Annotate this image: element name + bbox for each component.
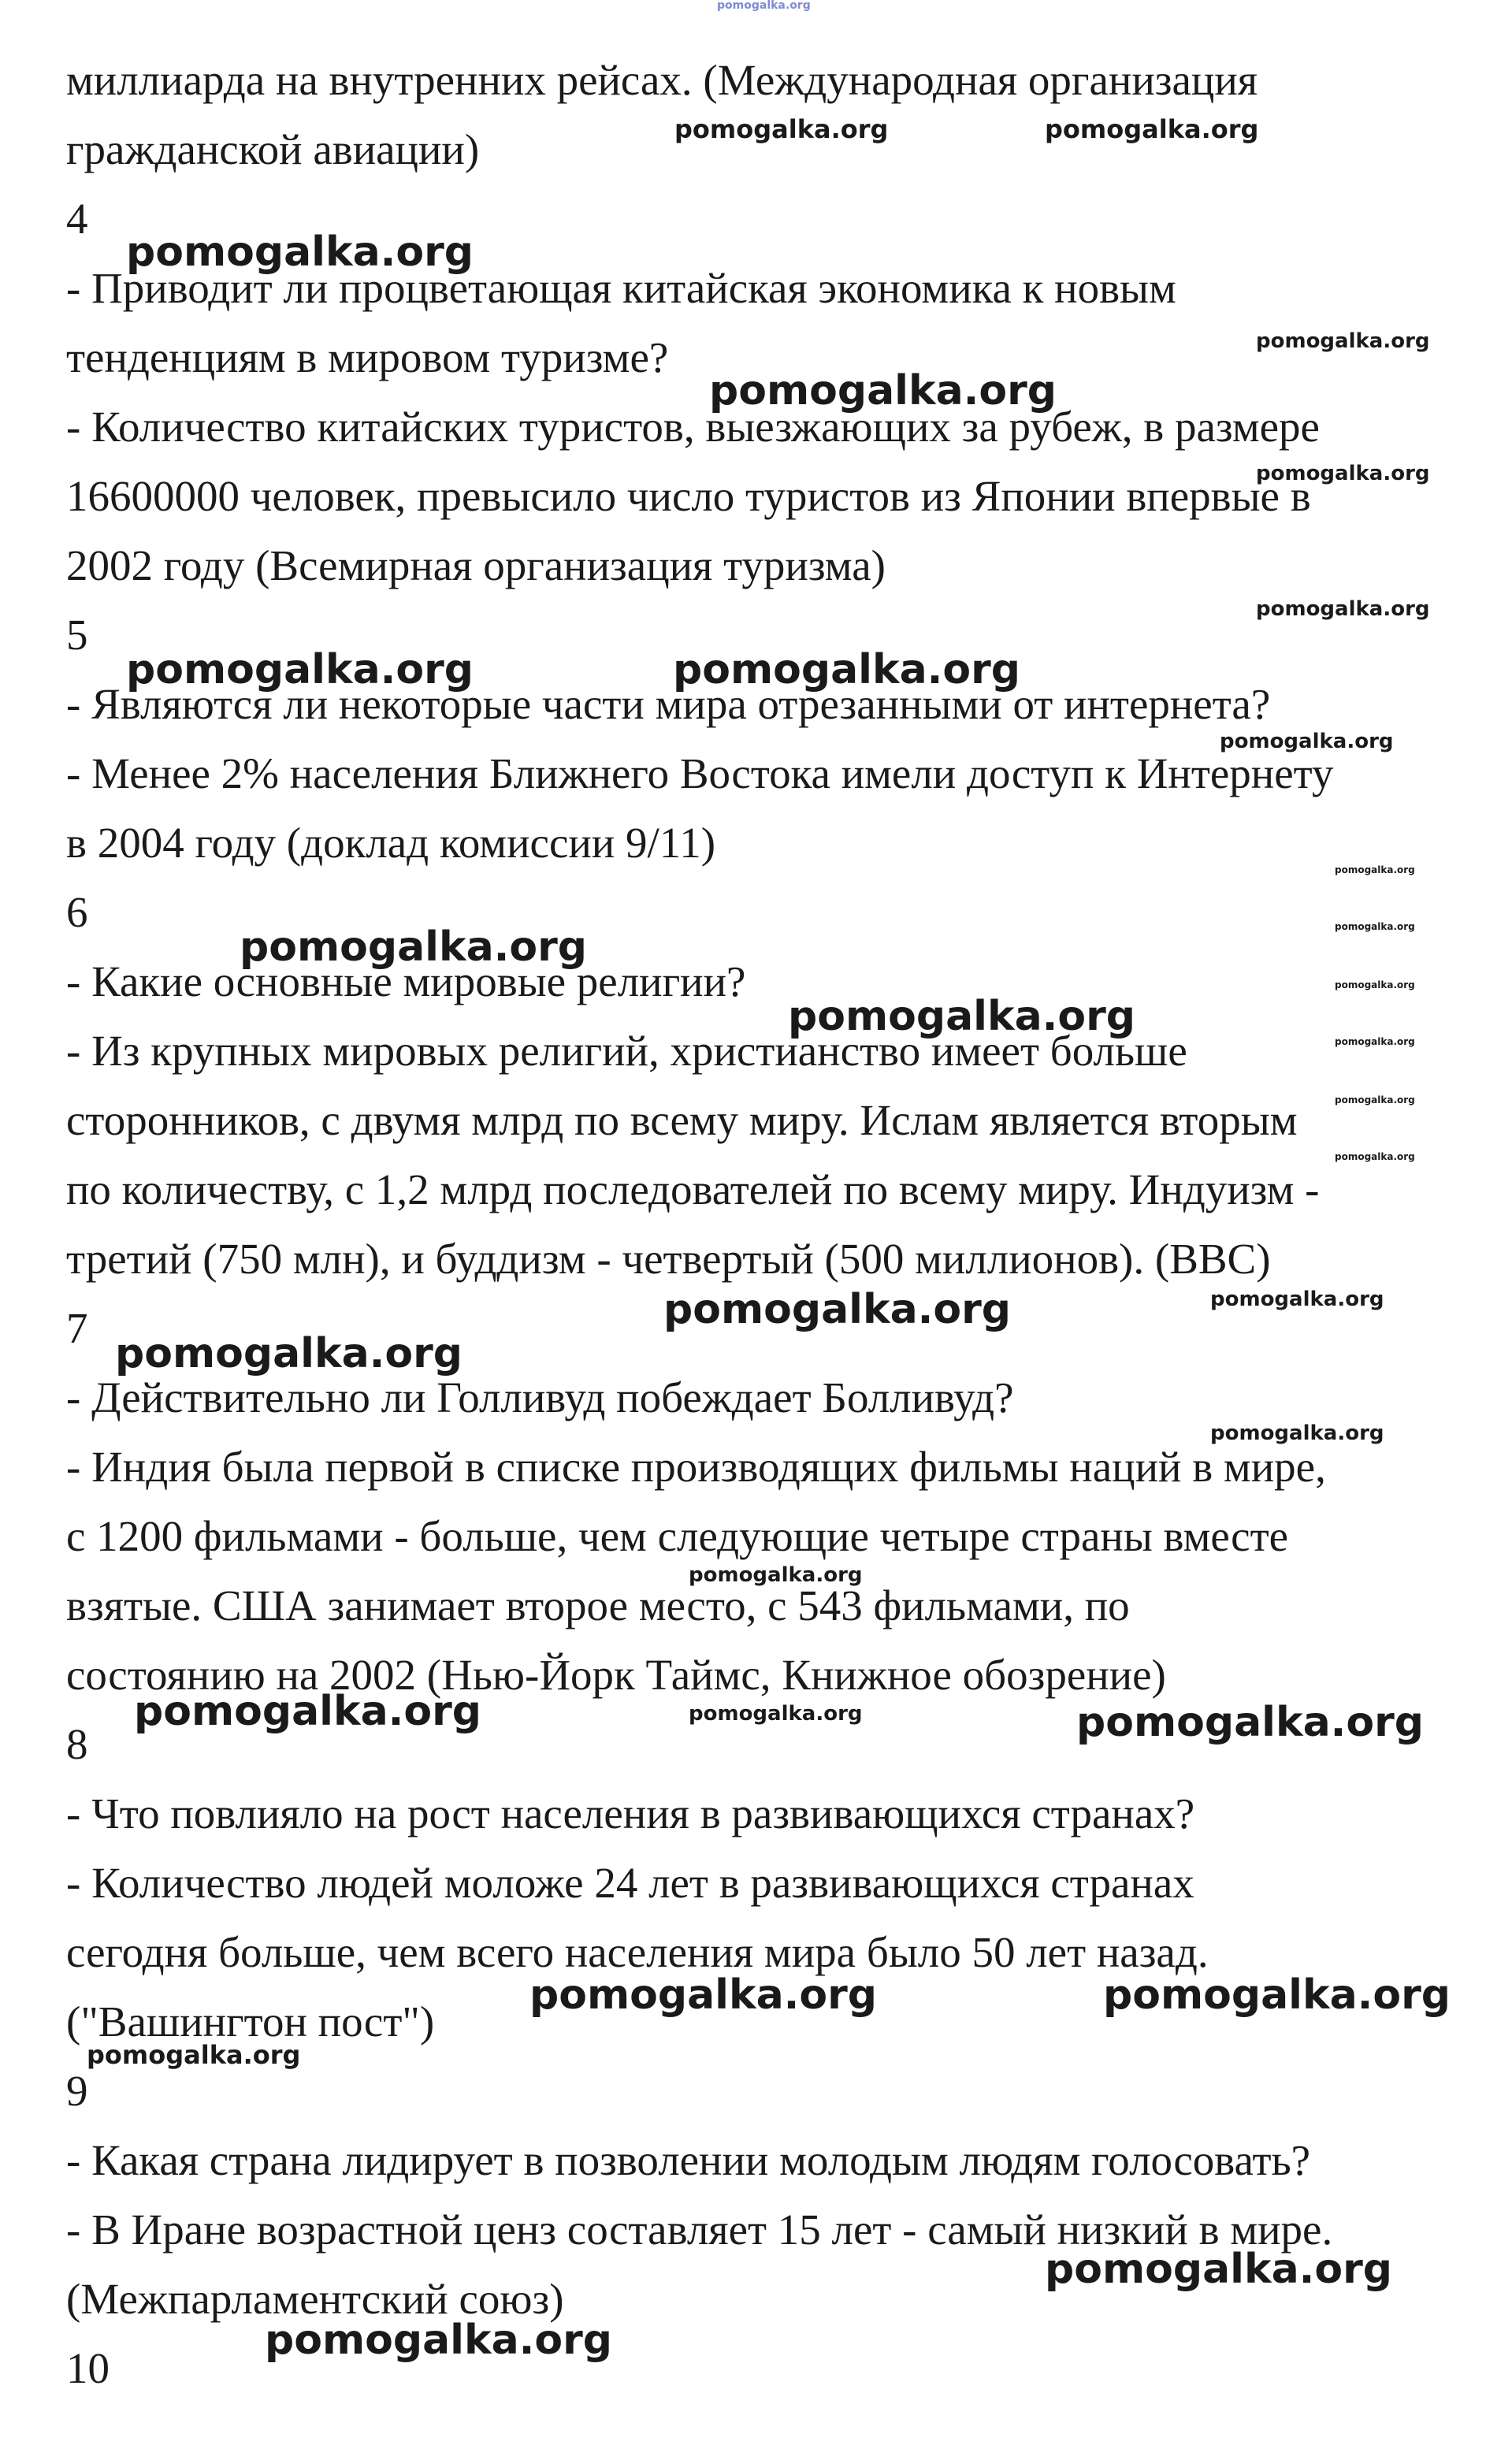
text-line: с 1200 фильмами - больше, чем следующие четыре страны вместе xyxy=(66,1512,1289,1560)
answer-line: - Менее 2% населения Ближнего Востока имели доступ к Интернету xyxy=(66,749,1334,797)
answer-line: - Количество людей моложе 24 лет в развивающихся странах xyxy=(66,1859,1194,1907)
text-line: (Межпарламентский союз) xyxy=(66,2275,564,2323)
watermark: pomogalka.org xyxy=(674,114,889,144)
watermark: pomogalka.org xyxy=(529,1971,878,2019)
question-line: - Действительно ли Голливуд побеждает Болливуд? xyxy=(66,1373,1014,1421)
text-line: состоянию на 2002 (Нью-Йорк Таймс, Книжное обозрение) xyxy=(66,1651,1166,1699)
section-number: 9 xyxy=(66,2067,88,2115)
question-line: - Какие основные мировые религии? xyxy=(66,957,746,1005)
watermark: pomogalka.org xyxy=(689,1563,863,1587)
watermark: pomogalka.org xyxy=(717,0,811,12)
watermark: pomogalka.org xyxy=(788,993,1136,1040)
text-line: в 2004 году (доклад комиссии 9/11) xyxy=(66,819,716,867)
watermark: pomogalka.org xyxy=(689,1702,863,1726)
watermark: pomogalka.org xyxy=(1045,2246,1393,2293)
watermark: pomogalka.org xyxy=(134,1688,482,1735)
question-line: - Что повлияло на рост населения в развивающихся странах? xyxy=(66,1789,1195,1837)
watermark: pomogalka.org xyxy=(1335,979,1415,990)
watermark: pomogalka.org xyxy=(265,2317,613,2364)
watermark: pomogalka.org xyxy=(1335,1151,1415,1162)
text-line: гражданской авиации) xyxy=(66,125,480,173)
text-line: сторонников, с двумя млрд по всему миру. Ислам является вторым xyxy=(66,1096,1298,1144)
watermark: pomogalka.org xyxy=(87,2040,301,2070)
watermark: pomogalka.org xyxy=(663,1286,1012,1333)
watermark: pomogalka.org xyxy=(1335,1036,1415,1047)
question-line: - Являются ли некоторые части мира отрезанными от интернета? xyxy=(66,680,1271,728)
text-line: третий (750 млн), и буддизм - четвертый (500 миллионов). (BBC) xyxy=(66,1235,1271,1283)
watermark: pomogalka.org xyxy=(126,229,474,276)
section-number: 5 xyxy=(66,611,88,659)
watermark: pomogalka.org xyxy=(1220,730,1394,753)
watermark: pomogalka.org xyxy=(709,367,1057,414)
text-line: тенденциям в мировом туризме? xyxy=(66,333,669,381)
section-number: 10 xyxy=(66,2344,110,2392)
section-number: 7 xyxy=(66,1304,88,1352)
watermark: pomogalka.org xyxy=(1256,329,1430,353)
watermark: pomogalka.org xyxy=(115,1330,463,1377)
watermark: pomogalka.org xyxy=(1335,921,1415,932)
section-number: 4 xyxy=(66,195,88,243)
watermark: pomogalka.org xyxy=(1335,864,1415,875)
text-line: взятые. США занимает второе место, с 543 фильмами, по xyxy=(66,1581,1130,1629)
question-line: - Какая страна лидирует в позволении молодым людям голосовать? xyxy=(66,2136,1311,2184)
text-line: сегодня больше, чем всего населения мира было 50 лет назад. xyxy=(66,1928,1209,1976)
watermark: pomogalka.org xyxy=(1335,1094,1415,1105)
text-line: миллиарда на внутренних рейсах. (Международная организация xyxy=(66,56,1258,104)
watermark: pomogalka.org xyxy=(673,646,1021,693)
section-number: 8 xyxy=(66,1720,88,1768)
watermark: pomogalka.org xyxy=(240,923,588,971)
watermark: pomogalka.org xyxy=(1045,114,1259,144)
watermark: pomogalka.org xyxy=(1103,1971,1451,2019)
watermark: pomogalka.org xyxy=(1256,462,1430,485)
text-line: по количеству, с 1,2 млрд последователей по всему миру. Индуизм - xyxy=(66,1165,1320,1213)
answer-line: - Количество китайских туристов, выезжающих за рубеж, в размере xyxy=(66,403,1320,451)
text-line: ("Вашингтон пост") xyxy=(66,1997,435,2046)
text-line: 2002 году (Всемирная организация туризма) xyxy=(66,541,886,589)
answer-line: - В Иране возрастной ценз составляет 15 лет - самый низкий в мире. xyxy=(66,2205,1333,2254)
section-number: 6 xyxy=(66,888,88,936)
answer-line: - Индия была первой в списке производящих фильмы наций в мире, xyxy=(66,1443,1326,1491)
watermark: pomogalka.org xyxy=(1256,597,1430,621)
text-line: 16600000 человек, превысило число туристов из Японии впервые в xyxy=(66,472,1311,520)
watermark: pomogalka.org xyxy=(1076,1699,1425,1746)
watermark: pomogalka.org xyxy=(1210,1288,1384,1311)
watermark: pomogalka.org xyxy=(126,646,474,693)
question-line: - Приводит ли процветающая китайская экономика к новым xyxy=(66,264,1176,312)
answer-line: - Из крупных мировых религий, христианство имеет больше xyxy=(66,1027,1187,1075)
watermark: pomogalka.org xyxy=(1210,1421,1384,1445)
